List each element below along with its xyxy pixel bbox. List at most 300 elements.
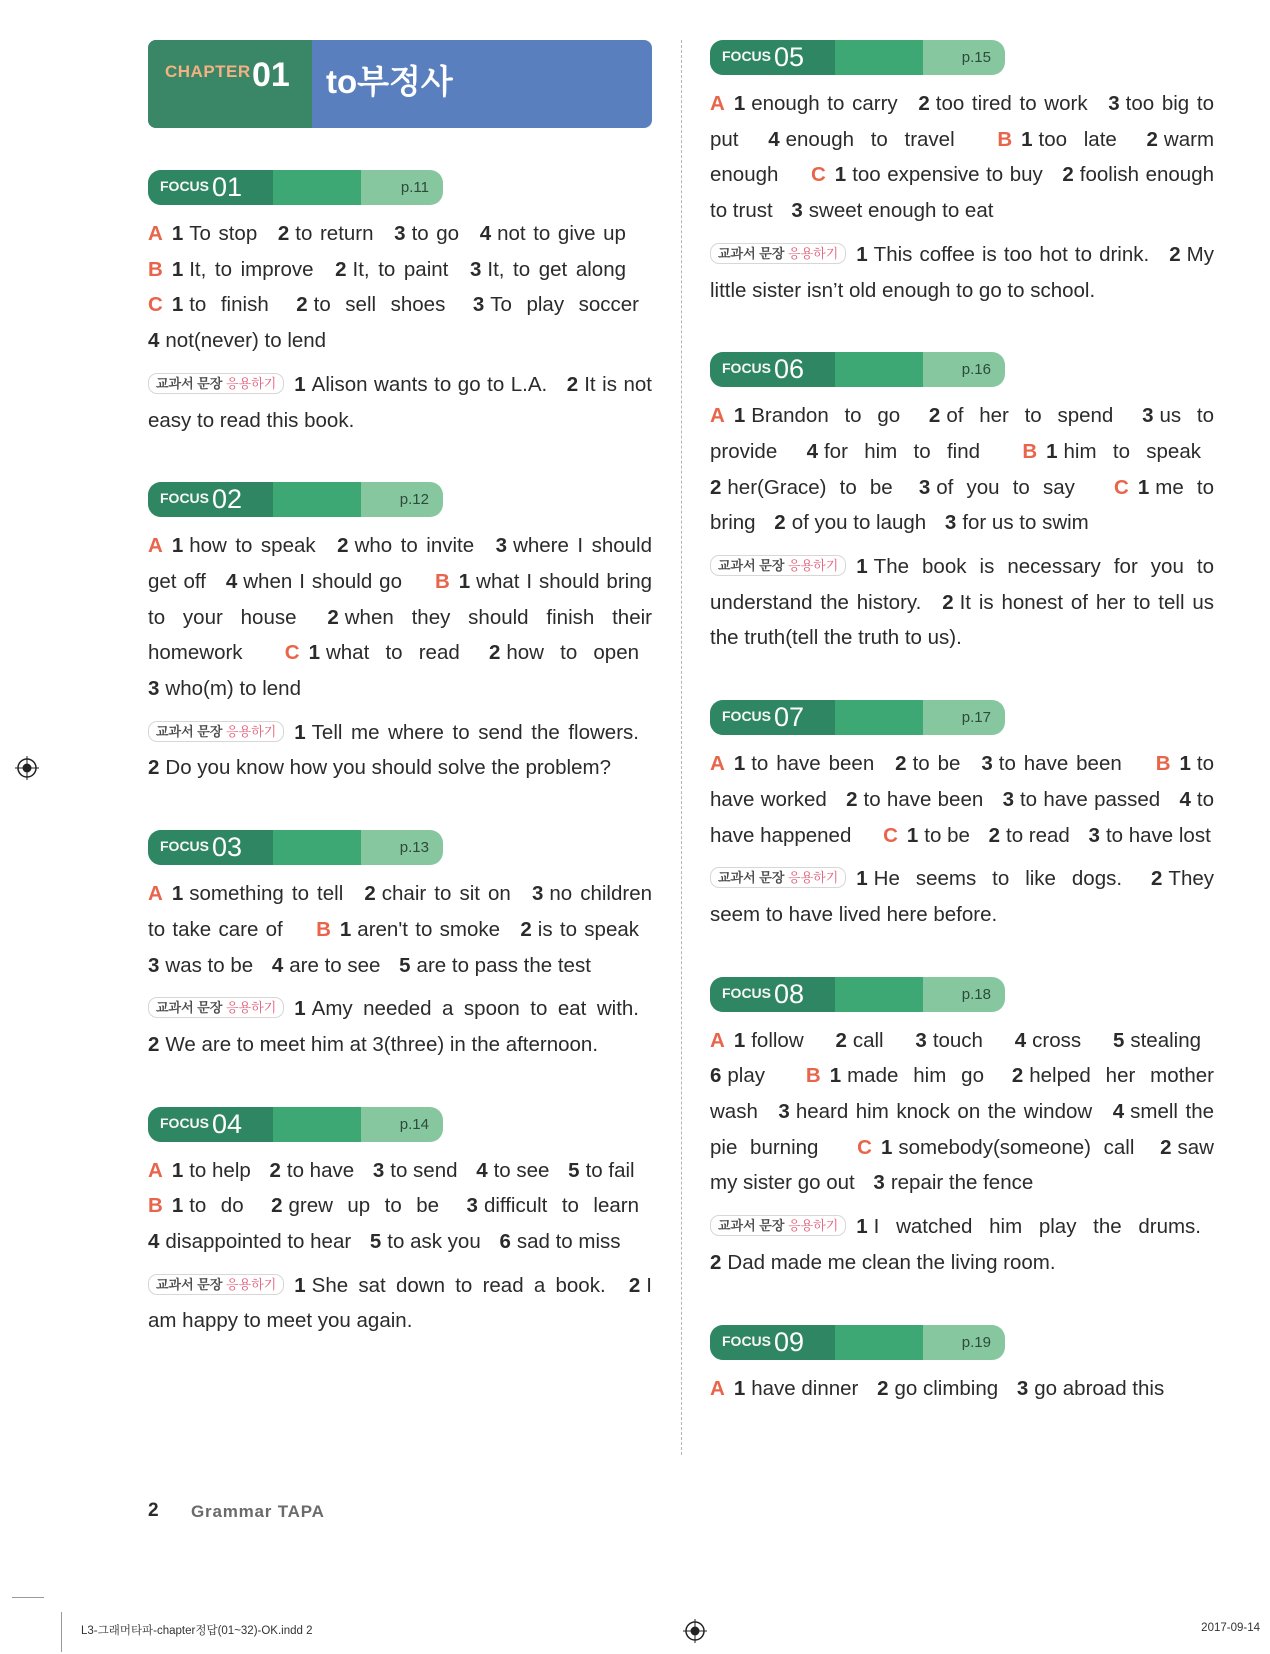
chapter-title: to부정사 [326, 63, 453, 100]
focus-page-ref: p.15 [961, 49, 991, 66]
item-text: cross [1032, 1028, 1082, 1052]
item-text: difficult to learn [483, 1194, 639, 1218]
answer-item [895, 752, 960, 775]
answer-item [791, 199, 993, 222]
focus-bar-mid-segment [835, 977, 923, 1012]
answer-item [373, 1159, 458, 1182]
focus-page-ref: p.17 [961, 709, 991, 727]
slug-filename: L3-그래머타파-chapter정답(01~32)-OK.indd 2 [81, 1625, 313, 1637]
item-text: smell the pie burning [710, 1100, 1214, 1159]
badge-text-highlight: 응용하기 [788, 245, 839, 261]
section-label: B [434, 569, 450, 593]
focus-header-bar [148, 482, 443, 517]
answer-section-c [148, 293, 652, 352]
item-number: 2 [918, 92, 930, 115]
item-text: It, to paint [352, 257, 449, 281]
answer-item [873, 1171, 1033, 1194]
focus-08-block [710, 977, 1214, 1281]
item-text: to sell shoes [313, 293, 446, 317]
item-number: 4 [476, 1158, 488, 1182]
answer-item [856, 867, 1122, 890]
item-text: of her to spend [946, 404, 1114, 428]
focus-number: 09 [774, 1326, 805, 1357]
section-label: C [1114, 475, 1129, 499]
item-text: It, to get along [487, 257, 626, 281]
answer-item [1015, 1029, 1081, 1052]
item-text: for us to swim [962, 511, 1089, 535]
answer-item [294, 721, 639, 744]
item-text: to have passed [1019, 787, 1161, 811]
item-number: 2 [942, 590, 954, 614]
item-text: It is not easy to read this book. [148, 372, 652, 432]
textbook-sentences [148, 715, 652, 786]
item-text: to read [1006, 823, 1070, 847]
item-number: 2 [148, 1032, 160, 1056]
textbook-sentences [710, 237, 1214, 308]
item-text: heard him knock on the window [795, 1100, 1093, 1124]
item-number: 1 [171, 257, 184, 281]
item-text: too expensive to buy [852, 163, 1043, 187]
item-number: 2 [710, 1250, 722, 1274]
answer-text [710, 1023, 1214, 1202]
answer-item [830, 1064, 984, 1087]
item-number: 1 [294, 1273, 306, 1297]
answer-item [520, 918, 639, 941]
item-number: 1 [733, 752, 746, 776]
item-text: to have lost [1105, 823, 1211, 847]
item-number: 2 [488, 641, 501, 665]
focus-label: FOCUS [722, 984, 771, 1001]
focus-03-block [148, 830, 652, 1063]
item-text: foolish enough to trust [710, 163, 1214, 223]
answer-item [489, 641, 639, 664]
section-label: A [710, 1376, 725, 1400]
focus-header-bar [710, 977, 1005, 1012]
item-number: 3 [981, 752, 993, 776]
answer-item [172, 222, 257, 245]
item-text: to be [924, 823, 970, 847]
focus-number: 05 [774, 42, 805, 72]
focus-label: FOCUS [722, 360, 771, 377]
answer-item [172, 882, 343, 905]
item-number: 3 [1142, 404, 1154, 428]
item-number: 5 [369, 1230, 382, 1254]
badge-text: 교과서 문장 [718, 870, 785, 886]
item-text: warm enough [710, 127, 1215, 187]
item-text: who(m) to lend [165, 677, 301, 701]
answer-section-c [710, 163, 1214, 222]
answer-item [226, 570, 402, 593]
item-text: call [852, 1028, 884, 1052]
focus-number: 02 [212, 484, 243, 515]
answer-item [272, 954, 381, 977]
answer-item [568, 1159, 634, 1182]
section-label: B [148, 1194, 163, 1218]
item-number: 1 [906, 823, 919, 847]
item-number: 5 [399, 953, 411, 977]
item-number: 3 [873, 1171, 885, 1195]
item-number: 4 [479, 222, 492, 245]
item-text: Brandon to go [751, 404, 901, 428]
answer-item [807, 440, 980, 463]
answer-text [710, 1371, 1214, 1407]
item-text: was to be [165, 953, 254, 977]
badge-text-highlight: 응용하기 [788, 870, 839, 886]
focus-number: 03 [212, 832, 243, 863]
badge-text: 교과서 문장 [156, 375, 223, 391]
badge-text: 교과서 문장 [156, 1000, 223, 1016]
focus-number: 08 [774, 978, 805, 1009]
answer-item [734, 1377, 859, 1400]
item-text: no children to take care of [148, 882, 653, 941]
item-text: to have been [863, 787, 984, 811]
item-number: 2 [335, 257, 347, 281]
textbook-sentences [710, 549, 1214, 656]
item-number: 6 [499, 1230, 511, 1254]
focus-label: FOCUS [160, 490, 209, 507]
item-number: 2 [928, 404, 941, 428]
item-text: They seem to have lived here before. [710, 867, 1214, 926]
item-number: 2 [877, 1376, 889, 1400]
item-number: 2 [628, 1273, 641, 1297]
answer-item [945, 511, 1089, 534]
item-text: I am happy to meet you again. [148, 1273, 652, 1333]
item-number: 2 [1011, 1064, 1024, 1088]
item-text: to have worked [710, 752, 1215, 811]
item-number: 2 [1146, 127, 1158, 151]
item-text: Dad made me clean the living room. [727, 1250, 1056, 1274]
item-number: 4 [148, 329, 160, 353]
item-text: My little sister isn’t old enough to go to school. [710, 242, 1214, 302]
item-number: 3 [1088, 823, 1100, 847]
item-text: chair to sit on [381, 882, 511, 906]
answer-item [269, 1159, 354, 1182]
answer-item [989, 824, 1070, 847]
answer-item [399, 954, 591, 977]
item-number: 3 [531, 882, 544, 906]
item-number: 1 [171, 1158, 184, 1182]
focus-header-bar [148, 170, 443, 205]
item-text: Do you know how you should solve the problem? [165, 756, 611, 780]
registration-mark-icon [15, 756, 39, 780]
section-label: A [710, 404, 725, 428]
item-number: 2 [327, 605, 339, 629]
focus-label: FOCUS [160, 1114, 209, 1131]
answer-item [172, 534, 316, 557]
item-number: 3 [148, 677, 160, 701]
item-text: helped her mother wash [710, 1064, 1214, 1124]
answer-item [778, 1100, 1092, 1123]
item-text: me to bring [710, 475, 1214, 535]
textbook-sentences [710, 861, 1214, 932]
answer-item [148, 329, 326, 352]
item-text: enough to travel [785, 127, 955, 151]
answer-item [835, 1029, 883, 1052]
answer-section-a [148, 1159, 635, 1182]
answer-item [364, 882, 510, 905]
answer-item [172, 293, 269, 316]
item-text: To stop [189, 222, 258, 245]
answer-item [148, 1033, 598, 1056]
item-number: 3 [791, 199, 803, 223]
textbook-sentence-badge [148, 373, 284, 394]
focus-01-block [148, 170, 652, 438]
badge-text-highlight: 응용하기 [788, 558, 839, 574]
section-label: A [710, 1028, 725, 1052]
focus-label: FOCUS [160, 838, 209, 855]
focus-header-bar [710, 1325, 1005, 1360]
item-text: play [727, 1064, 766, 1088]
section-label: B [1155, 752, 1171, 776]
item-text: to see [493, 1158, 550, 1182]
textbook-sentence-badge [710, 867, 846, 888]
item-text: what to read [325, 641, 460, 665]
textbook-sentence-badge [148, 721, 284, 742]
item-number: 2 [566, 372, 579, 396]
badge-text-highlight: 응용하기 [226, 375, 277, 391]
item-number: 2 [710, 475, 722, 499]
item-number: 1 [834, 163, 847, 187]
item-number: 2 [774, 511, 786, 535]
item-number: 1 [829, 1064, 842, 1088]
item-number: 1 [171, 882, 184, 906]
item-number: 2 [1151, 867, 1163, 891]
item-text: for him to find [823, 439, 980, 463]
item-text: The book is necessary for you to understand the history. [710, 555, 1214, 614]
item-text: when I should go [243, 569, 402, 593]
answer-item [172, 1159, 251, 1182]
item-number: 1 [308, 641, 320, 665]
answer-item [734, 1029, 804, 1052]
item-text: her(Grace) to be [727, 475, 893, 499]
focus-bar-mid-segment [273, 830, 361, 865]
item-text: saw my sister go out [710, 1135, 1214, 1195]
answer-item [774, 511, 926, 534]
item-text: him to speak [1063, 439, 1201, 463]
textbook-sentences [710, 1209, 1214, 1280]
item-text: how to open [506, 641, 640, 665]
book-title: Grammar TAPA [191, 1502, 325, 1521]
answer-item [1089, 824, 1211, 847]
answer-item [337, 534, 474, 557]
item-number: 3 [1108, 92, 1120, 115]
focus-05-block [710, 40, 1214, 308]
badge-text: 교과서 문장 [718, 1218, 785, 1234]
answer-item [172, 258, 314, 281]
item-number: 1 [733, 1376, 746, 1400]
focus-07-block [710, 700, 1214, 933]
section-label: C [857, 1135, 872, 1159]
section-label: B [316, 917, 331, 941]
item-text: It is honest of her to tell us the truth(tell the truth to us). [710, 590, 1214, 650]
item-number: 2 [1160, 1135, 1172, 1159]
item-text: where I should get off [148, 534, 653, 593]
answer-item [734, 404, 900, 427]
badge-text-highlight: 응용하기 [226, 1276, 277, 1292]
answer-item [335, 258, 448, 281]
item-number: 1 [339, 917, 352, 941]
item-text: sweet enough to eat [808, 199, 994, 223]
answer-item [710, 476, 893, 499]
item-text: Amy needed a spoon to eat with. [311, 997, 639, 1021]
section-label: A [148, 534, 163, 558]
item-number: 1 [171, 222, 184, 245]
item-number: 3 [472, 293, 485, 317]
item-number: 2 [277, 222, 290, 245]
focus-06-block [710, 352, 1214, 656]
item-text: grew up to be [288, 1194, 440, 1218]
answer-item [907, 824, 970, 847]
badge-text: 교과서 문장 [156, 1276, 223, 1292]
answer-item [877, 1377, 998, 1400]
answer-item [710, 1064, 765, 1087]
item-text: to have been [751, 752, 875, 776]
textbook-sentences [148, 1268, 652, 1339]
textbook-sentence-badge [710, 1215, 846, 1236]
item-number: 1 [1046, 439, 1058, 463]
item-number: 2 [364, 882, 376, 906]
badge-text-highlight: 응용하기 [226, 723, 277, 739]
item-number: 1 [856, 1215, 868, 1239]
item-number: 4 [806, 439, 818, 463]
item-text: I watched him play the drums. [873, 1215, 1201, 1239]
badge-text-highlight: 응용하기 [226, 1000, 277, 1016]
item-text: sad to miss [516, 1230, 621, 1254]
item-text: how to speak [189, 534, 316, 558]
item-number: 2 [988, 823, 1000, 847]
answer-item [1021, 128, 1117, 151]
item-number: 4 [1179, 787, 1191, 811]
item-number: 1 [880, 1135, 893, 1159]
item-number: 3 [918, 475, 931, 499]
item-text: To play soccer [490, 293, 640, 317]
item-number: 1 [1137, 475, 1150, 499]
answer-item [919, 476, 1075, 499]
item-number: 1 [1179, 752, 1191, 776]
item-text: Alison wants to go to L.A. [311, 372, 548, 396]
item-text: what I should bring to your house [148, 569, 652, 629]
answer-section-a [148, 222, 626, 245]
item-text: too big to put [710, 92, 1214, 151]
item-number: 1 [171, 534, 184, 558]
section-label: C [810, 163, 826, 187]
item-text: repair the fence [890, 1171, 1034, 1195]
item-number: 1 [733, 1028, 746, 1052]
item-text: to go [411, 222, 460, 245]
item-number: 3 [148, 953, 160, 977]
focus-page-ref: p.11 [400, 179, 429, 196]
answer-item [915, 1029, 983, 1052]
answer-item [278, 222, 374, 245]
item-number: 1 [171, 1194, 184, 1218]
item-text: to finish [189, 293, 269, 317]
answer-item [294, 373, 547, 396]
answer-item [1017, 1377, 1164, 1400]
item-text: to ask you [387, 1230, 481, 1254]
item-number: 5 [1112, 1028, 1125, 1052]
focus-number: 04 [212, 1108, 243, 1139]
answer-item [476, 1159, 549, 1182]
focus-header-bar [148, 830, 443, 865]
item-number: 1 [458, 569, 471, 593]
item-text: when they should finish their homework [148, 605, 652, 665]
item-text: too tired to work [935, 92, 1088, 115]
answer-item [148, 954, 253, 977]
item-number: 3 [1016, 1376, 1029, 1400]
focus-02-block [148, 482, 652, 786]
item-text: to help [189, 1158, 251, 1182]
focus-page-ref: p.18 [961, 985, 991, 1003]
section-label: A [148, 222, 163, 245]
item-number: 2 [269, 1158, 281, 1182]
item-number: 2 [846, 787, 858, 811]
answer-item [710, 1251, 1056, 1274]
item-text: have dinner [751, 1376, 859, 1400]
slug-vertical-line [61, 1612, 62, 1652]
item-text: go climbing [894, 1376, 999, 1400]
item-text: follow [751, 1028, 804, 1052]
answer-text [148, 1153, 652, 1260]
item-number: 2 [337, 534, 349, 558]
textbook-sentence-badge [148, 997, 284, 1018]
item-text: to have been [998, 752, 1122, 776]
item-text: too late [1038, 127, 1117, 151]
chapter-label: CHAPTER [165, 62, 251, 81]
section-label: B [1022, 439, 1038, 463]
answer-item [1113, 1029, 1201, 1052]
answer-item [470, 258, 626, 281]
slug-date: 2017-09-14 [1201, 1622, 1260, 1634]
page-number: 2 [148, 1500, 159, 1521]
item-text: of you to say [936, 475, 1075, 499]
item-text: It, to improve [189, 257, 314, 281]
section-label: A [710, 92, 725, 115]
answer-item [846, 788, 983, 811]
item-text: is to speak [537, 917, 639, 941]
focus-bar-mid-segment [835, 352, 923, 387]
answer-item [929, 404, 1113, 427]
item-text: stealing [1130, 1028, 1202, 1052]
answer-item [148, 677, 301, 700]
item-number: 6 [710, 1064, 722, 1088]
focus-header-bar [710, 700, 1005, 735]
answer-text [148, 216, 652, 359]
badge-text: 교과서 문장 [718, 558, 785, 574]
focus-page-ref: p.16 [961, 361, 991, 379]
item-text: of you to laugh [791, 511, 927, 535]
item-text: to be [912, 752, 961, 776]
item-number: 1 [171, 293, 184, 317]
answer-item [172, 1194, 244, 1217]
slug-line [12, 1597, 44, 1598]
badge-text: 교과서 문장 [718, 245, 785, 261]
item-text: She sat down to read a book. [311, 1273, 606, 1297]
focus-bar-mid-segment [835, 700, 923, 735]
item-number: 3 [469, 257, 482, 281]
answer-item [271, 1194, 439, 1217]
focus-bar-mid-segment [273, 1107, 361, 1142]
item-number: 3 [394, 222, 406, 245]
answer-text [710, 398, 1214, 541]
item-text: to have happened [710, 787, 1215, 847]
textbook-sentence-badge [710, 555, 846, 576]
item-text: us to provide [710, 404, 1214, 463]
item-number: 1 [856, 867, 868, 891]
answer-item [1003, 788, 1161, 811]
item-number: 3 [495, 534, 508, 558]
answer-item [856, 243, 1149, 266]
textbook-sentence-badge [710, 243, 846, 264]
